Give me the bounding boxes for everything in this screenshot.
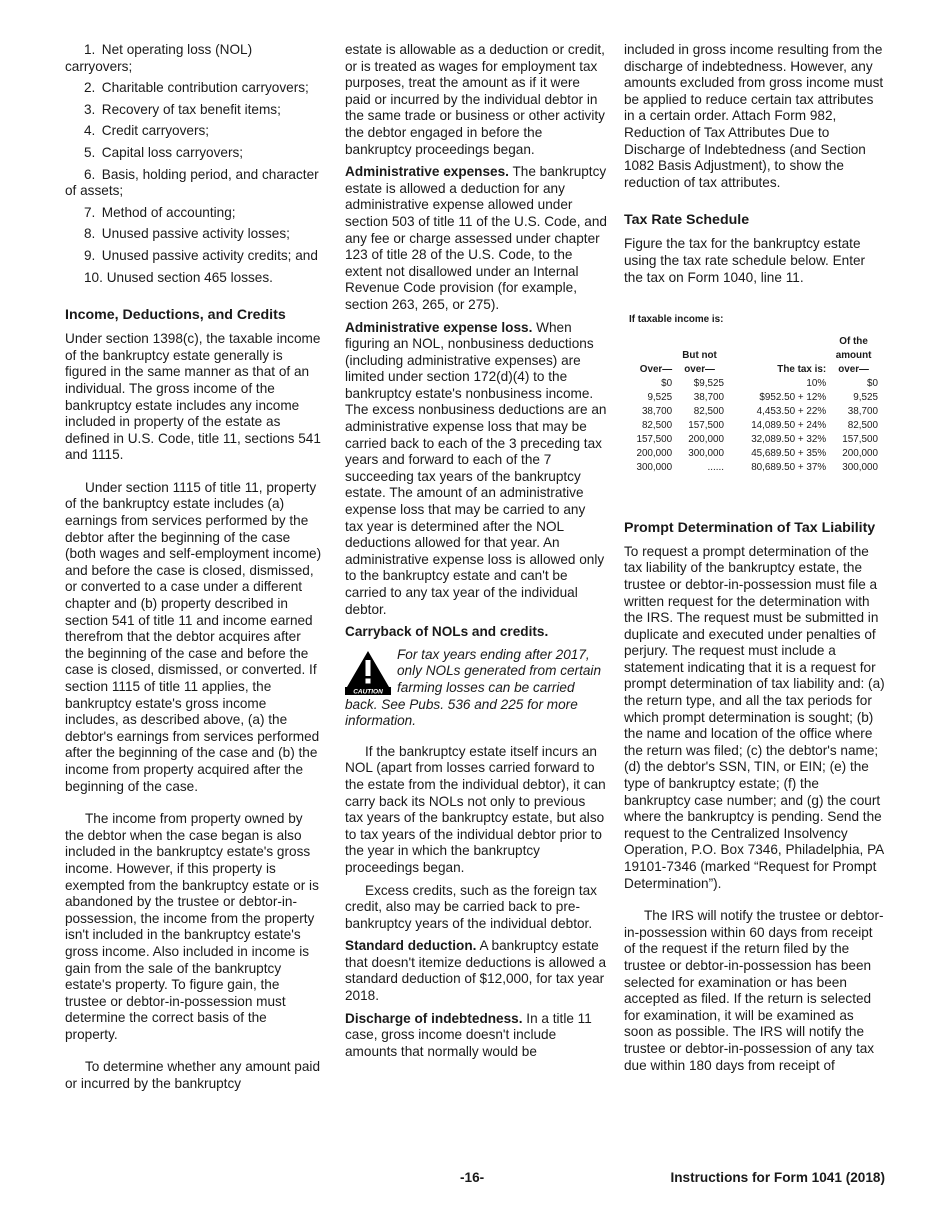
table-row <box>624 419 878 433</box>
column-1 <box>65 42 322 1099</box>
table-cell: 82,500 <box>693 405 724 417</box>
table-cell: 157,500 <box>636 433 673 445</box>
table-row <box>624 391 878 405</box>
table-row <box>624 447 878 461</box>
run-in-heading: Discharge of indebtedness. <box>345 1010 523 1026</box>
column-3 <box>624 42 886 1080</box>
table-cell: 82,500 <box>641 419 673 431</box>
tax-rate-table <box>624 335 878 475</box>
credits-paragraph: Excess credits, such as the foreign tax credit, also may be carried back to pre-bankruptcy years of the individual debtor. <box>345 882 597 931</box>
caution-note <box>345 647 607 730</box>
caution-icon <box>345 649 391 695</box>
table-row <box>624 433 878 447</box>
income-paragraph: Under section 1115 of title 11, property of the bankruptcy estate includes (a) earnings from services performed by the debtor after the beginning of the case (both wages and self-employment income) and before the case is closed, dismissed, or converted to a case under a different chapter and (b) property described in section 541 of title 11 and income earned therefrom that the debtor acquires after the beginning of the case and before the case is closed, dismissed, or converted. If section 1115 of title 11 applies, the bankruptcy estate's gross income includes, as described above, (a) the debtor's earnings from services performed after the beginning of the case and (b) the income from property acquired after the beginning of the case. <box>65 479 322 794</box>
table-caption: If taxable income is: <box>629 314 724 326</box>
admin-expenses-paragraph: Administrative expenses. The bankruptcy estate is allowed a deduction for any administrative expense allowed under section 503 of title 11 of the U.S. Code, and any fee or charge assessed under chapter 123 of title 28 of the U.S. Code, to the extent not disallowed under an Internal Revenue Code provision (for example, section 263, 265, or 275). <box>345 164 607 312</box>
table-cell: 9,525 <box>853 391 878 403</box>
table-cell: 300,000 <box>636 461 673 473</box>
tax-rate-heading: Tax Rate Schedule <box>624 212 750 229</box>
carryback-heading: Carryback of NOLs and credits. <box>345 624 549 640</box>
list-item: 7. Method of accounting; <box>84 204 236 220</box>
table-cell: 10% <box>806 377 827 389</box>
table-cell: 38,700 <box>693 391 724 403</box>
standard-deduction-paragraph: Standard deduction. A bankruptcy estate that doesn't itemize deductions is allowed a standard deduction of $12,000, for tax year 2018. <box>345 938 607 1004</box>
table-cell: 157,500 <box>842 433 878 445</box>
table-cell: 200,000 <box>688 433 724 445</box>
table-row <box>624 461 878 475</box>
nol-paragraph: If the bankruptcy estate itself incurs an NOL (apart from losses carried forward to the estate from the individual debtor), it can carry back its NOLs not only to previous tax years of the bankruptcy estate, but also to tax years of the individual debtor prior to the year in which the bankruptcy proceedings began. <box>345 743 606 875</box>
income-heading: Income, Deductions, and Credits <box>65 307 286 324</box>
table-cell: 200,000 <box>842 447 878 459</box>
table-cell: 45,689.50 + 35% <box>751 447 827 459</box>
table-cell: 300,000 <box>688 447 724 459</box>
table-cell: $952.50 + 12% <box>759 391 827 403</box>
continued-paragraph: estate is allowable as a deduction or credit, or is treated as wages for employment tax purposes, treat the amount as if it were paid or incurred by the individual debtor in the same trade or business or other activity the debtor engaged in before the bankruptcy proceedings began. <box>345 42 605 157</box>
table-header-row <box>624 335 878 377</box>
income-paragraph: To determine whether any amount paid or incurred by the bankruptcy <box>65 1059 321 1092</box>
list-item: 3. Recovery of tax benefit items; <box>84 101 281 117</box>
column-header: Of the amount over— <box>835 335 872 375</box>
discharge-paragraph: Discharge of indebtedness. In a title 11 case, gross income doesn't include amounts that normally would be <box>345 1010 592 1059</box>
list-item: 9. Unused passive activity credits; and <box>84 247 318 263</box>
table-cell: 38,700 <box>641 405 673 417</box>
table-cell: $9,525 <box>693 377 724 389</box>
income-paragraph: Under section 1398(c), the taxable income of the bankruptcy estate generally is figured in the same manner as that of an individual. The gross income of the bankruptcy estate includes any income included in property of the estate as defined in U.S. Code, title 11, sections 541 and 1115. <box>65 331 321 463</box>
continued-paragraph: included in gross income resulting from the discharge of indebtedness. However, any amounts excluded from gross income must be applied to reduce certain tax attributes in a certain order. Attach Form 982, Reduction of Tax Attributes Due to Discharge of Indebtedness (and Section 1082 Basis Adjustment), to show the reduction of tax attributes. <box>624 42 884 190</box>
table-cell: 82,500 <box>847 419 878 431</box>
list-item: 5. Capital loss carryovers; <box>84 144 244 160</box>
page-number: -16- <box>460 1170 485 1185</box>
admin-expense-loss-paragraph: Administrative expense loss. When figuring an NOL, nonbusiness deductions (including administrative expenses) are limited under section 172(d)(4) to the bankruptcy estate's nonbusiness income. The excess nonbusiness deductions are an administrative expense loss that may be carried back to each of the 3 preceding tax years and forward to each of the 7 succeeding tax years of the bankruptcy estate. The amount of an administrative expense loss that may be carried to any tax year is determined after the NOL deductions allowed for that year. An administrative expense loss is allowed only to the bankruptcy estate and can't be carried to any tax year of the individual debtor. <box>345 319 607 617</box>
caution-label: CAUTION <box>353 688 383 695</box>
run-in-heading: Standard deduction. <box>345 938 477 954</box>
list-item: 1. Net operating loss (NOL) carryovers; <box>65 42 253 74</box>
caution-text: For tax years ending after 2017, only NOLs generated from certain farming losses can be carried back. See Pubs. 536 and 225 for more information. <box>345 646 602 729</box>
table-cell: 4,453.50 + 22% <box>756 405 827 417</box>
prompt-paragraph: The IRS will notify the trustee or debtor-in-possession within 60 days from receipt of the request if the return filed by the trustee or debtor-in-possession has been selected for examination or has been accepted as filed. If the return is selected for examination, it will be examined as soon as possible. The IRS will notify the trustee or debtor-in-possession of any tax due within 180 days from receipt of <box>624 908 884 1073</box>
footer-title: Instructions for Form 1041 (2018) <box>670 1170 885 1185</box>
table-cell: 80,689.50 + 37% <box>751 461 827 473</box>
table-cell: 32,089.50 + 32% <box>751 433 827 445</box>
table-row <box>624 377 878 391</box>
table-body <box>624 377 878 475</box>
prompt-paragraph: To request a prompt determination of the tax liability of the bankruptcy estate, the trustee or debtor-in-possession must file a written request for the determination with the IRS. The request must be submitted in duplicate and executed under penalties of perjury. The request must include a statement indicating that it is a request for prompt determination of tax liability and: (a) the return type, and all the tax periods for which prompt determination is sought; (b) the name and location of the office where the return was filed; (c) the debtor's name; (d) the debtor's SSN, TIN, or EIN; (e) the type of bankruptcy estate; (f) the bankruptcy case number; and (g) the court where the bankruptcy is pending. Send the request to the Centralized Insolvency Operation, P.O. Box 7346, Philadelphia, PA 19101-7346 (marked “Request for Prompt Determination”). <box>624 543 885 891</box>
table-cell: 14,089.50 + 24% <box>751 419 827 431</box>
list-item: 4. Credit carryovers; <box>84 123 210 139</box>
table-cell: 157,500 <box>688 419 724 431</box>
column-header: Over— <box>639 363 673 375</box>
table-cell: 200,000 <box>636 447 673 459</box>
table-cell: ...... <box>707 461 724 473</box>
column-header: The tax is: <box>777 363 827 375</box>
list-item: 2. Charitable contribution carryovers; <box>84 80 309 96</box>
list-item: 6. Basis, holding period, and character of assets; <box>65 166 319 199</box>
table-cell: $0 <box>661 377 673 389</box>
run-in-heading: Administrative expense loss. <box>345 319 533 335</box>
table-cell: 300,000 <box>842 461 878 473</box>
run-in-heading: Administrative expenses. <box>345 164 509 180</box>
attribute-list <box>65 42 322 286</box>
column-header: But not over— <box>682 349 717 375</box>
table-cell: 9,525 <box>647 391 673 403</box>
table-cell: 38,700 <box>847 405 878 417</box>
list-item: 10. Unused section 465 losses. <box>84 269 273 285</box>
list-item: 8. Unused passive activity losses; <box>84 226 290 242</box>
table-cell: $0 <box>867 377 878 389</box>
income-paragraph: The income from property owned by the debtor when the case began is also included in the bankruptcy estate's gross income. However, if this property is exempted from the bankruptcy estate or is abandoned by the trustee or debtor-in-possession, the income from the property isn't included in the bankruptcy estate's gross income. Also included in income is gain from the sale of the bankruptcy estate's property. To figure gain, the trustee or debtor-in-possession must determine the correct basis of the property. <box>65 811 319 1042</box>
column-2 <box>345 42 607 1066</box>
prompt-heading: Prompt Determination of Tax Liability <box>624 519 876 536</box>
tax-rate-intro: Figure the tax for the bankruptcy estate using the tax rate schedule below. Enter the tax on Form 1040, line 11. <box>624 236 866 285</box>
table-row <box>624 405 878 419</box>
